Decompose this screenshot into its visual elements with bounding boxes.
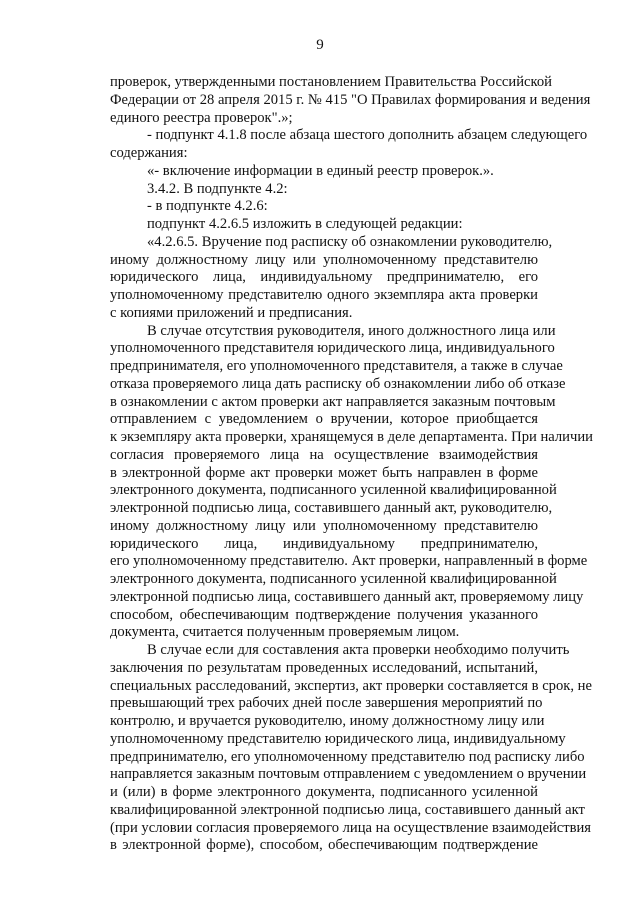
text-line: к экземпляру акта проверки, хранящемуся в деле департамента. При наличии: [110, 429, 593, 445]
text-line: электронной подписью лица, составившего данный акт, проверяемому лицу: [110, 588, 584, 605]
text-line: юридического лица, индивидуальному предпринимателю,: [110, 535, 538, 552]
text-line: подпункт 4.2.6.5 изложить в следующей редакции:: [147, 216, 463, 232]
text-line: специальных расследований, экспертиз, акт проверки составляется в срок, не: [110, 677, 592, 694]
text-line: превышающий трех рабочих дней после завершения мероприятий по: [110, 695, 543, 712]
text-line: иному должностному лицу или уполномоченному представителю: [110, 517, 538, 534]
text-line: квалифицированной электронной подписью лица, составившего данный акт: [110, 801, 585, 818]
text-line: согласия проверяемого лица на осуществление взаимодействия: [110, 446, 538, 463]
text-line: электронной подписью лица, составившего данный акт, руководителю,: [110, 500, 553, 516]
text-line: предпринимателя, его уполномоченного представителя, а также в случае: [110, 358, 563, 374]
text-line: В случае если для составления акта проверки необходимо получить: [147, 642, 570, 658]
text-line: В случае отсутствия руководителя, иного должностного лица или: [147, 322, 556, 339]
text-line: отправлением с уведомлением о вручении, которое приобщается: [110, 411, 538, 428]
text-line: и (или) в форме электронного документа, подписанного усиленной: [110, 784, 538, 800]
text-line: «4.2.6.5. Вручение под расписку об ознакомлении руководителю,: [147, 233, 553, 250]
text-line: юридического лица, индивидуальному предпринимателю, его: [110, 269, 538, 286]
text-line: электронного документа, подписанного усиленной квалифицированной: [110, 571, 557, 587]
text-line: способом, обеспечивающим подтверждение получения указанного: [110, 606, 538, 623]
text-line: с копиями приложений и предписания.: [110, 304, 353, 321]
text-line: - в подпункте 4.2.6:: [147, 198, 268, 215]
text-line: уполномоченному представителю одного экземпляра акта проверки: [110, 287, 538, 303]
text-line: в ознакомлении с актом проверки акт направляется заказным почтовым: [110, 393, 556, 410]
text-line: контролю, и вручается руководителю, иному должностному лицу или: [110, 713, 545, 729]
text-line: в электронной форме акт проверки может быть направлен в форме: [110, 464, 538, 481]
text-line: единого реестра проверок".»;: [110, 109, 293, 126]
text-line: заключения по результатам проведенных исследований, испытаний,: [110, 659, 538, 676]
text-line: 3.4.2. В подпункте 4.2:: [147, 180, 288, 197]
text-line: - подпункт 4.1.8 после абзаца шестого дополнить абзацем следующего: [147, 127, 588, 144]
text-line: Федерации от 28 апреля 2015 г. № 415 "О Правилах формирования и ведения: [110, 91, 591, 108]
text-line: содержания:: [110, 145, 188, 161]
text-line: направляется заказным почтовым отправлением с уведомлением о вручении: [110, 766, 587, 783]
text-line: проверок, утвержденными постановлением Правительства Российской: [110, 74, 552, 90]
page-number: 9: [316, 37, 324, 53]
text-line: уполномоченного представителя юридического лица, индивидуального: [110, 340, 555, 357]
text-line: «- включение информации в единый реестр проверок.».: [147, 162, 494, 179]
text-line: его уполномоченному представителю. Акт проверки, направленный в форме: [110, 553, 588, 570]
text-line: электронного документа, подписанного усиленной квалифицированной: [110, 482, 557, 499]
document-body: [110, 74, 593, 855]
text-line: предпринимателю, его уполномоченному представителю под расписку либо: [110, 748, 585, 765]
text-line: (при условии согласия проверяемого лица на осуществление взаимодействия: [110, 819, 592, 836]
text-line: иному должностному лицу или уполномоченному представителю: [110, 251, 538, 268]
text-line: документа, считается полученным проверяемым лицом.: [110, 624, 460, 641]
text-line: уполномоченному представителю юридического лица, индивидуальному: [110, 730, 566, 747]
text-line: в электронной форме), способом, обеспечивающим подтверждение: [110, 837, 538, 854]
text-line: отказа проверяемого лица дать расписку об ознакомлении либо об отказе: [110, 375, 566, 392]
